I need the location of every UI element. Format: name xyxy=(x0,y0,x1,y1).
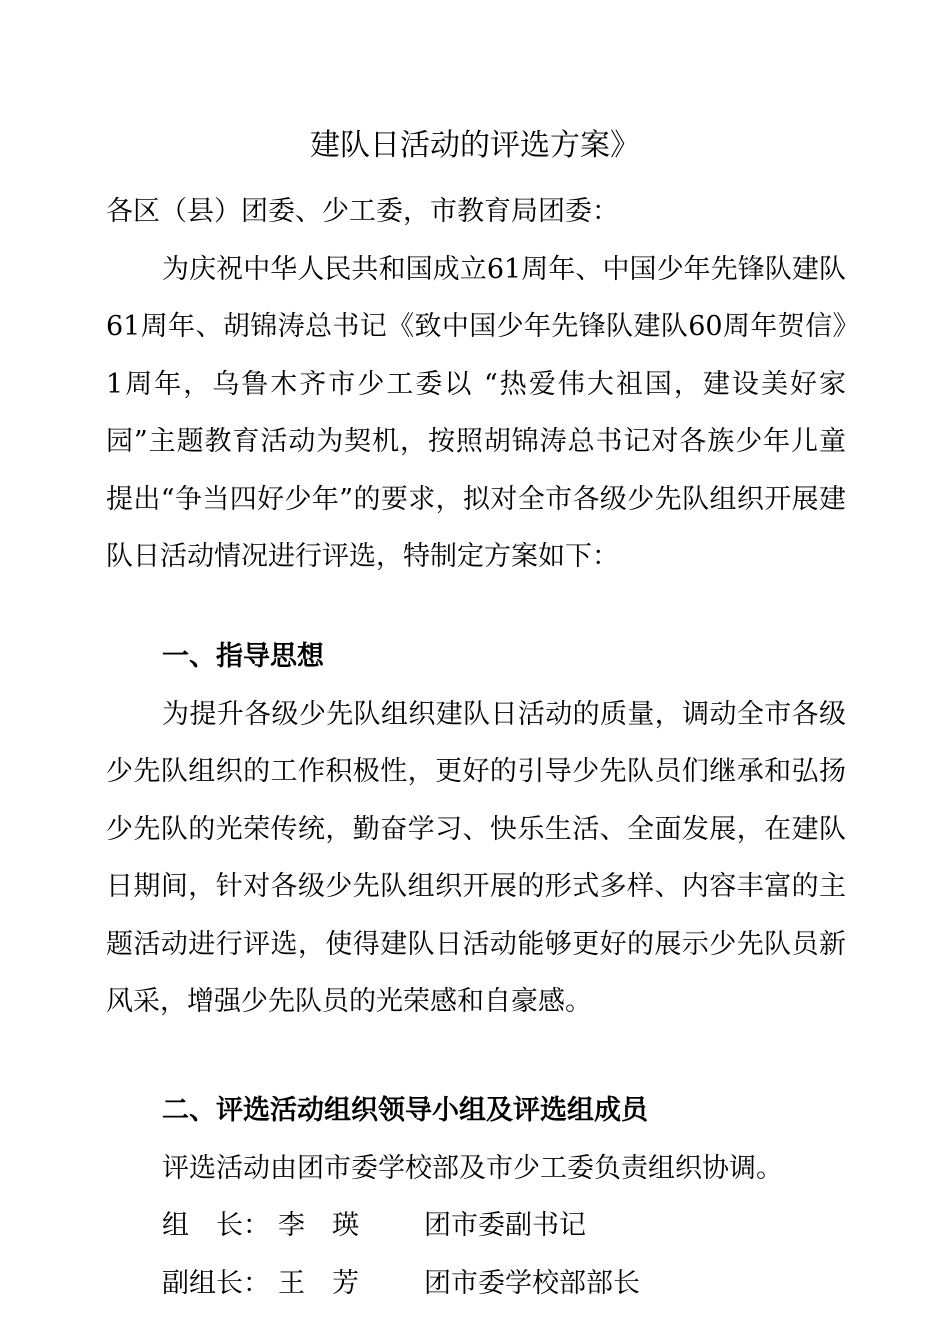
section-1 xyxy=(106,628,846,1031)
section-2-heading: 二、评选活动组织领导小组及评选组成员 xyxy=(162,1095,648,1126)
member-name: 王 芳 xyxy=(278,1267,359,1299)
member-role: 组 长： xyxy=(162,1210,270,1241)
section-2-paragraph: 评选活动由团市委学校部及市少工委负责组织协调。 xyxy=(162,1152,783,1184)
section-2 xyxy=(106,1082,846,1312)
member-position: 团市委副书记 xyxy=(424,1210,586,1241)
section-1-paragraph: 为提升各级少先队组织建队日活动的质量，调动全市各级少先队组织的工作积极性，更好的引导少先队员们继承和弘扬少先队的光荣传统，勤奋学习、快乐生活、全面发展，在建队日期间，针对各级少先队组织开展的形式多样、内容丰富的主题活动进行评选，使得建队日活动能够更好的展示少先队员新风采，增强少先队员的光荣感和自豪感。 xyxy=(106,698,846,1017)
salutation: 各区（县）团委、少工委，市教育局团委： xyxy=(106,196,619,227)
member-row-deputy-leader xyxy=(106,1255,846,1313)
document-title: 建队日活动的评选方案》 xyxy=(310,128,640,163)
document-body xyxy=(106,183,846,586)
section-1-heading: 一、指导思想 xyxy=(162,641,324,672)
member-row-leader xyxy=(106,1197,846,1255)
member-position: 团市委学校部部长 xyxy=(424,1267,640,1299)
intro-paragraph: 为庆祝中华人民共和国成立61周年、中国少年先锋队建队61周年、胡锦涛总书记《致中国少年先锋队建队60周年贺信》1周年，乌鲁木齐市少工委以 “热爱伟大祖国，建设美好家园”主题教育活动为契机，按照胡锦涛总书记对各族少年儿童提出“争当四好少年”的要求，拟对全市各级少先队组织开展建队日活动情况进行评选，特制定方案如下： xyxy=(106,253,846,572)
member-role: 副组长： xyxy=(162,1267,270,1299)
member-name: 李 瑛 xyxy=(278,1210,359,1241)
